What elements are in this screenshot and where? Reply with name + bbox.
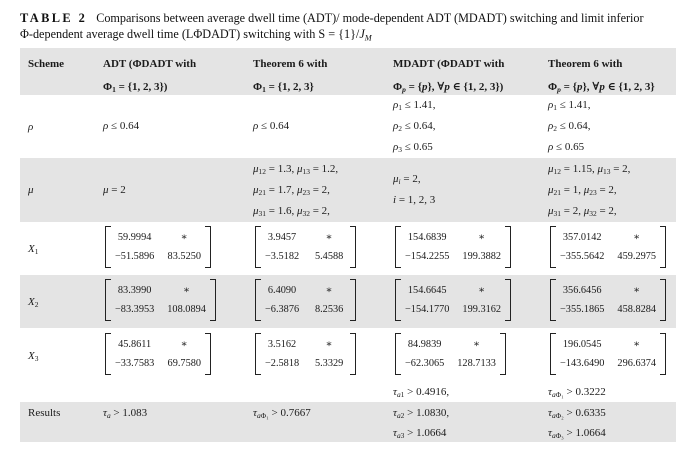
matrix: 3.9457 ∗ −3.5182 5.4588 (255, 226, 356, 268)
table-caption (20, 10, 672, 42)
matrix: 356.6456 ∗ −355.1865 458.8284 (550, 279, 666, 321)
cell-x3-thm6-phi1 (245, 333, 385, 378)
cell-mu-adt: μ = 2 (103, 183, 126, 196)
row-label-mu: μ (28, 184, 34, 196)
comparison-table (20, 48, 676, 442)
cell-results-thm6-phip-line1: $\tau_{a\Phi_1} > 0.3222$ (548, 386, 606, 400)
caption-text-1: Comparisons between average dwell time (ADT)/ mode-dependent ADT (MDADT) switching and limit inferior (96, 11, 644, 25)
table-row-x2 (20, 275, 676, 328)
cell-x3-mdadt (385, 333, 540, 378)
matrix: 3.5162 ∗ −2.5818 5.3329 (255, 333, 356, 375)
cell-results-thm6-phip: $\tau_{a\Phi_2} > 0.6335$ $\tau_{a\Phi_3} > 1.0664$ (548, 407, 606, 441)
cell-rho-thm6-phi1: ρ ≤ 0.64 (253, 120, 290, 132)
cell-rho-mdadt: $\rho_1 \le 1.41$, $\rho_2 \le 0.64$, $\rho_3 \le 0.65$ (393, 99, 436, 155)
header-adt: ADT (ΦDADT with $\Phi_1 = \{1$, 2, 3}) (103, 58, 197, 95)
cell-x1-thm6-phi1 (245, 226, 385, 271)
caption-text-2: Φ-dependent average dwell time (LΦDADT) switching with $S = \{1\}/J_M$ (20, 27, 372, 43)
row-label-rho: ρ (28, 120, 34, 133)
header-theorem6-phi1: Theorem 6 with $\Phi_1 = \{1$, 2, 3} (253, 58, 328, 95)
cell-x2-thm6-phi1 (245, 279, 385, 324)
cell-x1-mdadt (385, 226, 540, 271)
cell-mu-mdadt: $\mu_i = 2$, i = 1, 2, 3 (393, 173, 436, 206)
cell-rho-adt: ρ ≤ 0.64 (103, 120, 140, 132)
table-number: TABLE 2 (20, 11, 88, 25)
cell-results-mdadt-line1: $\tau_{a1} > 0.4916$, (393, 386, 450, 400)
matrix: 154.6645 ∗ −154.1770 199.3162 (395, 279, 511, 321)
matrix: 83.3990 ∗ −83.3953 108.0894 (105, 279, 216, 321)
header-row (20, 48, 676, 95)
row-label-x3: $X_3$ (28, 349, 39, 363)
caption-line-1 (20, 10, 672, 26)
table-row-rho (20, 95, 676, 158)
matrix: 45.8611 ∗ −33.7583 69.7580 (105, 333, 211, 375)
table-row-x3 (20, 328, 676, 383)
cell-results-thm6-phi1: $\tau_{a\Phi_1} > 0.7667$ (253, 407, 311, 421)
table-row-x1 (20, 222, 676, 275)
cell-mu-thm6-phi1: $\mu_{12} = 1.3$, $\mu_{13} = 1.2$, $\mu_{21} = 1.7$, $\mu_{23} = 2$, $\mu_{31} = 1.6$, $\mu_{32} = 2$, (253, 162, 339, 218)
matrix: 84.9839 ∗ −62.3065 128.7133 (395, 333, 506, 375)
cell-results-mdadt: $\tau_{a2} > 1.0830$, $\tau_{a3} > 1.0664$ (393, 407, 450, 441)
matrix: 196.0545 ∗ −143.6490 296.6374 (550, 333, 666, 375)
cell-rho-thm6-phip: $\rho_1 \le 1.41$, $\rho_2 \le 0.64$, ρ ≤ 0.65 (548, 99, 591, 153)
cell-results-adt: $\tau_a > 1.083$ (103, 407, 148, 421)
cell-x3-thm6-phip (540, 333, 676, 378)
matrix: 154.6839 ∗ −154.2255 199.3882 (395, 226, 511, 268)
row-label-results: Results (28, 407, 61, 419)
cell-mu-thm6-phip: $\mu_{12} = 1.15$, $\mu_{13} = 2$, $\mu_{21} = 1$, $\mu_{23} = 2$, $\mu_{31} = 2$, $\mu_{32} = 2$, (548, 162, 631, 218)
matrix: 59.9994 ∗ −51.5896 83.5250 (105, 226, 211, 268)
cell-x2-thm6-phip (540, 279, 676, 324)
table-row-results (20, 402, 676, 442)
cell-x2-adt (95, 279, 245, 324)
cell-x2-mdadt (385, 279, 540, 324)
cell-x1-thm6-phip (540, 226, 676, 271)
row-label-x2: $X_2$ (28, 295, 39, 309)
matrix: 357.0142 ∗ −355.5642 459.2975 (550, 226, 666, 268)
cell-x3-adt (95, 333, 245, 378)
header-theorem6-phip: Theorem 6 with $\Phi_p = \{p\}$, ∀p ∈ {1, 2, 3} (548, 58, 655, 95)
table-row-results-overflow (20, 383, 676, 402)
table-row-mu (20, 158, 676, 222)
matrix: 6.4090 ∗ −6.3876 8.2536 (255, 279, 356, 321)
row-label-x1: $X_1$ (28, 242, 39, 256)
header-mdadt: MDADT (ΦDADT with $\Phi_p = \{p\}$, ∀p ∈ {1, 2, 3}) (393, 58, 505, 95)
header-scheme: Scheme (28, 58, 65, 70)
cell-x1-adt (95, 226, 245, 271)
